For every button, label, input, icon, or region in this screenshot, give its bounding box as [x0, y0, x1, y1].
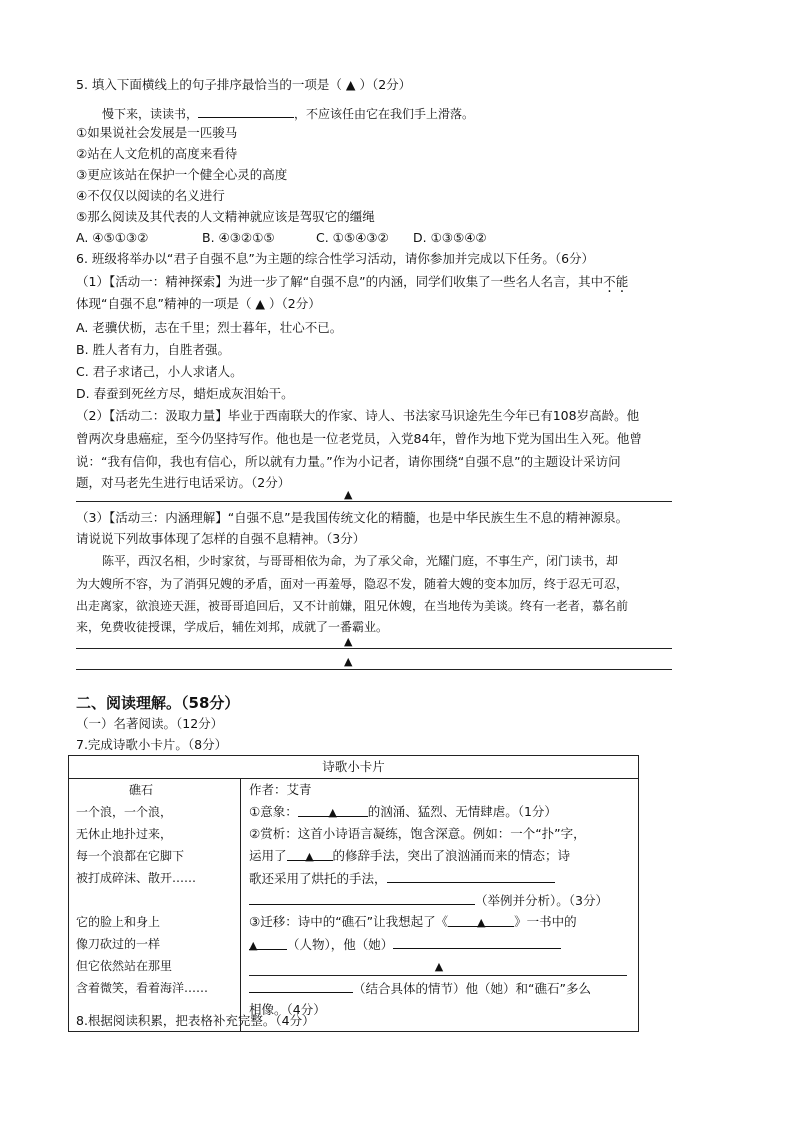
poem-line: 它的脸上和身上 — [76, 915, 161, 929]
q7-stem: 7.完成诗歌小卡片。（8分） — [76, 737, 228, 752]
answer-marker: ▲ — [476, 916, 486, 929]
card-title: 诗歌小卡片 — [69, 756, 639, 779]
answer-marker: ▲ — [344, 635, 353, 648]
q6-a3-line-2: 请说说下列故事体现了怎样的自强不息精神。（3分） — [76, 531, 366, 546]
q6-stem: 6. 班级将举办以“君子自强不息”为主题的综合性学习活动，请你参加并完成以下任务。（6分） — [76, 251, 595, 266]
item-transfer-2 — [249, 935, 561, 954]
imagery-text: 的汹涌、猛烈、无情肆虐。（1分） — [367, 804, 557, 819]
story-line-1: 陈平，西汉名相，少时家贫，与哥哥相依为命，为了承父命，光耀门庭，不事生产，闭门读书，却 — [102, 554, 619, 568]
story-line-4: 来，免费收徒授课，学成后，辅佐刘邦，成就了一番霸业。 — [76, 620, 389, 634]
poem-card — [68, 755, 639, 1032]
q5-choice-b[interactable]: B. ④③②①⑤ — [202, 230, 275, 245]
character-blank[interactable] — [249, 936, 287, 950]
q5-option-1: ①如果说社会发展是一匹骏马 — [76, 125, 238, 140]
q6-a2-line-3: 说：“我有信仰，我也有信心，所以就有力量。”作为小记者，请你围绕“自强不息”的主题设计采访问 — [76, 454, 621, 469]
item-appreciation-2 — [249, 847, 570, 865]
item-appreciation-1: ②赏析：这首小诗语言凝练，饱含深意。例如：一个“扑”字， — [249, 826, 586, 841]
item-appreciation-3 — [249, 869, 555, 888]
imagery-label: ①意象： — [249, 804, 298, 819]
character-desc-blank[interactable] — [393, 935, 561, 949]
answer-line-a2[interactable] — [76, 501, 672, 502]
q5-option-2: ②站在人文危机的高度来看待 — [76, 146, 238, 161]
poem-line: 被打成碎沫、散开…… — [76, 871, 197, 885]
poem-author: 作者：艾青 — [249, 782, 312, 797]
q6-a1-line1 — [76, 273, 628, 291]
poem-line: 像刀砍过的一样 — [76, 937, 161, 951]
q5-choice-c[interactable]: C. ①⑤④③② — [316, 230, 389, 245]
item-transfer-1 — [249, 913, 577, 931]
appreciation-text: 歌还采用了烘托的手法， — [249, 871, 387, 886]
answer-marker: ▲ — [434, 960, 444, 973]
appreciation-text: （举例并分析）。（3分） — [475, 893, 608, 908]
appreciation-text: 的修辞手法，突出了浪汹涌而来的情态；诗 — [332, 848, 571, 863]
transfer-text: ③迁移：诗中的“礁石”让我想起了《 — [249, 914, 449, 929]
q5-sentence-b: ，不应该任由它在我们手上滑落。 — [294, 107, 475, 121]
poem-line: 一个浪，一个浪， — [76, 805, 173, 819]
transfer-text: （结合具体的情节）他（她）和“礁石”多么 — [353, 981, 591, 996]
contrast-blank[interactable] — [387, 869, 555, 883]
appreciation-text: 运用了 — [249, 848, 287, 863]
q5-option-5: ⑤那么阅读及其代表的人文精神就应该是驾驭它的缰绳 — [76, 209, 375, 224]
answer-line-a3-2[interactable] — [76, 669, 672, 670]
q6-a3-line-1: （3）【活动三：内涵理解】“自强不息”是我国传统文化的精髓，也是中华民族生生不息的精神源泉。 — [76, 510, 629, 525]
analysis-blank[interactable] — [249, 891, 475, 905]
answer-line-a3-1[interactable] — [76, 648, 672, 649]
section-title: 二、阅读理解。（58分） — [76, 694, 240, 712]
answer-marker: ▲ — [249, 939, 258, 952]
q5-blank[interactable] — [198, 104, 294, 118]
poem-line: 每一个浪都在它脚下 — [76, 849, 185, 863]
imagery-blank[interactable] — [298, 803, 368, 817]
q6-a1-text: （1）【活动一：精神探索】为进一步了解“自强不息”的内涵，同学们收集了一些名人名言，其中 — [76, 274, 604, 289]
q5-stem: 5. 填入下面横线上的句子排序最恰当的一项是（ ▲ ）（2分） — [76, 77, 412, 92]
q6-a1-line2: 体现“自强不息”精神的一项是（ ▲ ）（2分） — [76, 296, 321, 311]
poem-title: 礁石 — [129, 783, 154, 797]
item-transfer-5: 相像。（4分） — [249, 1002, 326, 1017]
q5-choice-d[interactable]: D. ①③⑤④② — [413, 230, 487, 245]
q5-sentence-a: 慢下来，读读书， — [102, 107, 199, 121]
poem-column — [69, 779, 240, 1031]
story-line-3: 出走离家，欲浪迹天涯，被哥哥追回后，又不计前嫌，阻兄休嫂，在当地传为美谈。终有一老者，慕名前 — [76, 599, 629, 613]
q5-option-4: ④不仅仅以阅读的名义进行 — [76, 188, 225, 203]
answer-marker: ▲ — [305, 850, 314, 863]
item-appreciation-4 — [249, 891, 608, 910]
answer-marker: ▲ — [344, 488, 353, 501]
item-imagery — [249, 803, 557, 821]
book-blank[interactable] — [448, 913, 514, 927]
q8-stem: 8.根据阅读积累，把表格补充完整。（4分） — [76, 1013, 315, 1028]
transfer-text: （人物），他（她） — [287, 937, 394, 952]
story-line-2: 为大嫂所不容，为了消弭兄嫂的矛盾，面对一再羞辱，隐忍不发，随着大嫂的变本加厉，终于忍无可忍， — [76, 577, 629, 591]
q5-sentence — [102, 104, 474, 123]
q6-a2-line-1: （2）【活动二：汲取力量】毕业于西南联大的作家、诗人、书法家马识途先生今年已有108岁高龄。他 — [76, 408, 640, 423]
q6-a1-option-c[interactable]: C. 君子求诸己，小人求诸人。 — [76, 364, 243, 379]
poem-line: 含着微笑，看着海洋…… — [76, 981, 209, 995]
q6-a1-option-a[interactable]: A. 老骥伏枥，志在千里；烈士暮年，壮心不已。 — [76, 320, 343, 335]
emphasis-bu: 不 — [603, 274, 616, 289]
answer-marker: ▲ — [344, 655, 353, 668]
poem-line: 无休止地扑过来， — [76, 827, 173, 841]
transfer-text: 》一书中的 — [514, 914, 577, 929]
q6-a2-line-2: 曾两次身患癌症，至今仍坚持写作。他也是一位老党员，入党84年，曾作为地下党为国出生入死。他曾 — [76, 431, 642, 446]
q6-a2-line-4: 题，对马老先生进行电话采访。（2分） — [76, 475, 291, 490]
poem-line: 但它依然站在那里 — [76, 959, 173, 973]
subsection-title: （一）名著阅读。（12分） — [76, 716, 224, 731]
item-transfer-3 — [249, 957, 629, 976]
transfer-answer-line[interactable] — [249, 975, 627, 976]
answer-marker: ▲ — [328, 806, 337, 819]
plot-blank[interactable] — [249, 979, 353, 993]
q6-a1-option-d[interactable]: D. 春蚕到死丝方尽，蜡炬成灰泪始干。 — [76, 386, 294, 401]
item-transfer-4 — [249, 979, 591, 998]
q5-option-3: ③更应该站在保护一个健全心灵的高度 — [76, 167, 288, 182]
rhetoric-blank[interactable] — [287, 847, 333, 861]
emphasis-neng: 能 — [615, 274, 629, 289]
q5-choice-a[interactable]: A. ④⑤①③② — [76, 230, 149, 245]
analysis-column — [241, 779, 638, 1031]
q6-a1-option-b[interactable]: B. 胜人者有力，自胜者强。 — [76, 342, 231, 357]
